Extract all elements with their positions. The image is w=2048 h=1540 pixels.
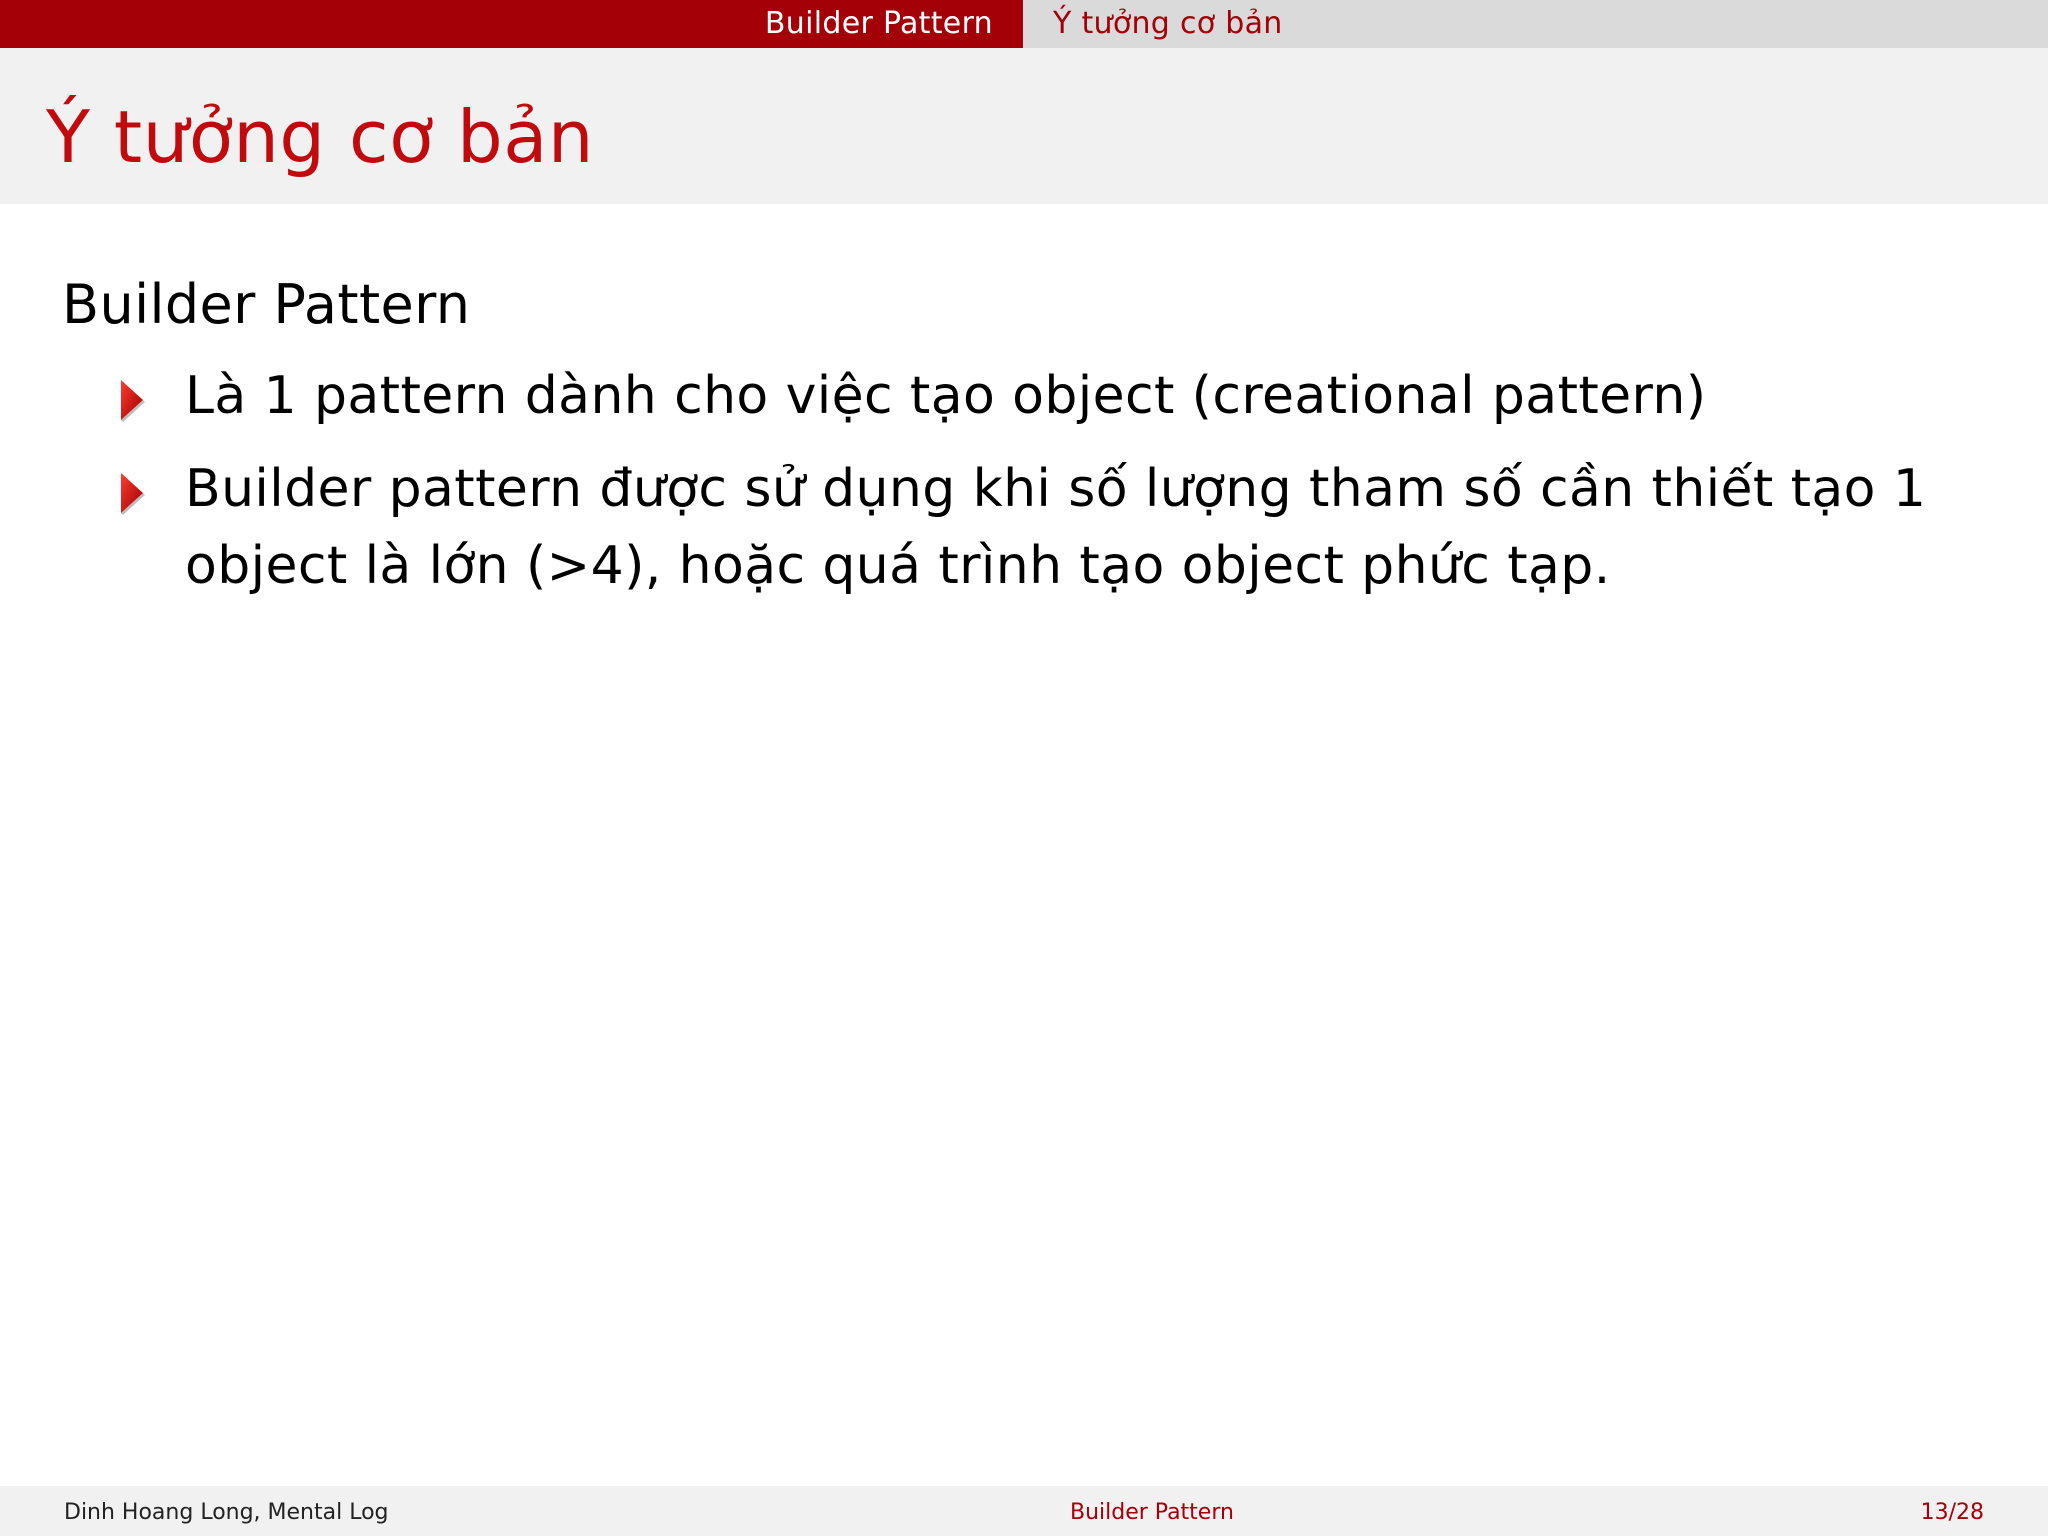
nav-subsection[interactable]: Ý tưởng cơ bản xyxy=(1023,0,2048,48)
footer-author: Dinh Hoang Long, Mental Log xyxy=(64,1500,389,1525)
bullet-list xyxy=(62,358,1992,605)
list-item xyxy=(62,358,1965,435)
list-item-text: Là 1 pattern dành cho việc tạo object (creational pattern) xyxy=(185,366,1707,426)
list-item-text: Builder pattern được sử dụng khi số lượng tham số cần thiết tạo 1 object là lớn (>4), hoặc quá trình tạo object phức tạp. xyxy=(185,459,1927,596)
footer-bar xyxy=(0,1486,2048,1536)
footer-title: Builder Pattern xyxy=(1070,1500,1234,1525)
frame-title: Ý tưởng cơ bản xyxy=(46,95,594,179)
nav-section-current[interactable]: Builder Pattern xyxy=(0,0,1023,48)
red-triangle-bullet-icon xyxy=(119,471,145,515)
content-heading: Builder Pattern xyxy=(62,273,471,336)
red-triangle-bullet-icon xyxy=(119,378,145,422)
frame-title-band xyxy=(0,48,2048,204)
navigation-bar xyxy=(0,0,2048,48)
list-item xyxy=(62,451,1965,605)
footer-page-number: 13/28 xyxy=(1920,1500,1984,1525)
slide-content xyxy=(62,270,1992,621)
